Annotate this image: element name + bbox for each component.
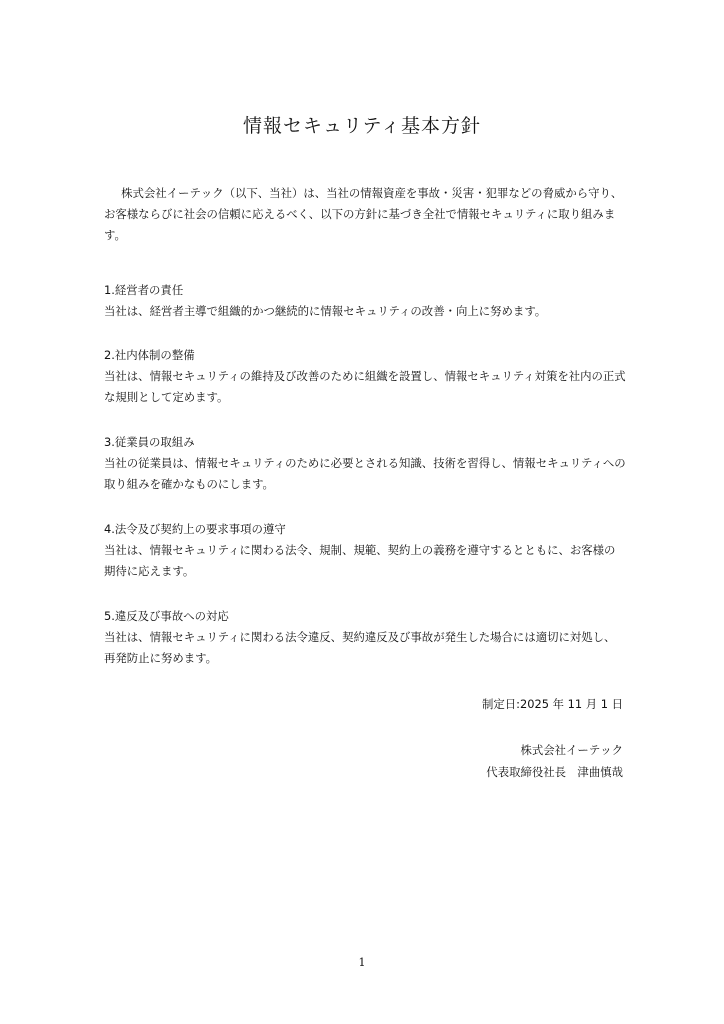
section-body: 当社は、情報セキュリティに関わる法令違反、契約違反及び事故が発生した場合には適切に対処し、再発防止に努めます。 — [104, 630, 616, 665]
policy-section-3 — [104, 432, 626, 495]
section-heading: 3.従業員の取組み — [104, 435, 195, 449]
page-number: 1 — [358, 956, 366, 969]
policy-section-1 — [104, 280, 626, 322]
established-date: 制定日:2025 年 11 月 1 日 — [481, 697, 623, 711]
representative-name: 代表取締役社長 津曲慎哉 — [486, 765, 623, 779]
section-body: 当社の従業員は、情報セキュリティのために必要とされる知識、技術を習得し、情報セキュリティへの取り組みを確かなものにします。 — [104, 456, 626, 491]
policy-section-4 — [104, 519, 626, 582]
section-heading: 5.違反及び事故への対応 — [104, 609, 229, 623]
section-heading: 2.社内体制の整備 — [104, 348, 195, 362]
intro-paragraph: 株式会社イーテック（以下、当社）は、当社の情報資産を事故・災害・犯罪などの脅威から守り、お客様ならびに社会の信頼に応えるべく、以下の方針に基づき全社で情報セキュリティに取り組みます。 — [104, 186, 623, 242]
section-heading: 1.経営者の責任 — [104, 283, 184, 297]
section-body: 当社は、経営者主導で組織的かつ継続的に情報セキュリティの改善・向上に努めます。 — [104, 304, 547, 318]
document-title: 情報セキュリティ基本方針 — [242, 115, 482, 137]
section-heading: 4.法令及び契約上の要求事項の遵守 — [104, 522, 286, 536]
policy-section-5 — [104, 606, 626, 669]
section-body: 当社は、情報セキュリティの維持及び改善のために組織を設置し、情報セキュリティ対策を社内の正式な規則として定めます。 — [104, 369, 626, 404]
company-name: 株式会社イーテック — [520, 743, 623, 757]
section-body: 当社は、情報セキュリティに関わる法令、規制、規範、契約上の義務を遵守するとともに、お客様の期待に応えます。 — [104, 543, 616, 578]
policy-section-2 — [104, 345, 626, 408]
